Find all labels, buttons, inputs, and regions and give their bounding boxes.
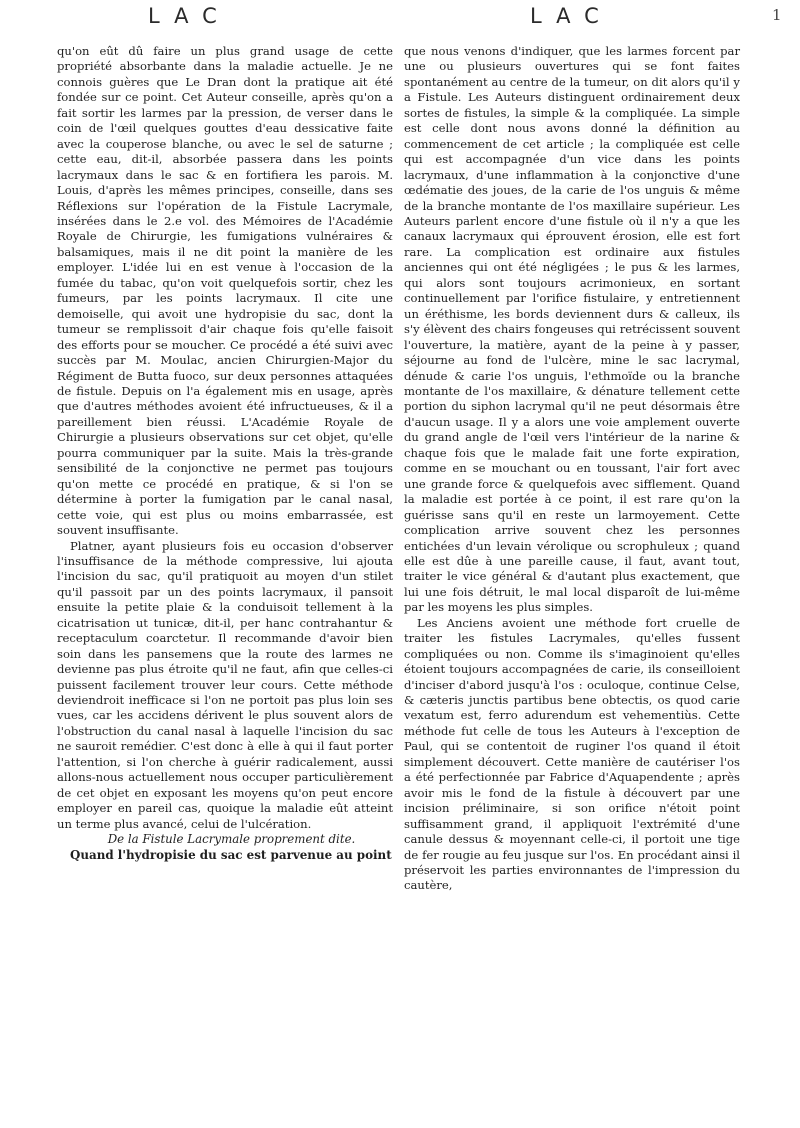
left-closing-line: Quand l'hydropisie du sac est parvenue au point [70,847,392,862]
right-paragraph-1: que nous venons d'indiquer, que les larmes forcent par une ou plusieurs ouvertures qui se font faites spontanément au centre de la tumeur, on dit alors qu'il y a Fistule. Les Auteurs distinguent ordinairement deux sortes de fistules, la simple & la compliquée. La simple est celle dont nous avons donné la définition au commencement de cet article ; la compliquée est celle qui est accompagnée d'un vice dans les points lacrymaux, d'une inflammation à la conjonctive d'une œdématie des joues, de la carie de l'os unguis & même de la branche montante de l'os maxillaire supérieur. Les Auteurs parlent encore d'une fistule où il n'y a que les canaux lacrymaux qui éprouvent érosion, elle est fort rare. La complication est ordinaire aux fistules anciennes qui ont été négligées ; le pus & les larmes, qui alors sont toujours acrimonieux, en sortant continuellement par l'orifice fistulaire, y entretiennent un éréthisme, les bords deviennent durs & calleux, ils s'y élèvent des chairs fongeuses qui retrécissent souvent l'ouverture, la matière, ayant de la peine à y passer, séjourne au fond de l'ulcère, mine le sac lacrymal, dénude & carie l'os unguis, l'ethmoïde ou la branche montante de l'os maxillaire, & dénature tellement cette portion du siphon lacrymal qu'il ne peut désormais être d'aucun usage. Il y a alors une voie amplement ouverte du grand angle de l'œil vers l'intérieur de la narine & chaque fois que le malade fait une forte expiration, comme en se mouchant ou en toussant, l'air fort avec une grande force & quelquefois avec sifflement. Quand la maladie est portée à ce point, il est rare qu'on la guérisse sans qu'il en reste un larmoyement. Cette complication arrive souvent chez les personnes entichées d'un levain vérolique ou scrophuleux ; quand elle est dûe à une pareille cause, il faut, avant tout, traiter le vice général & d'autant plus exactement, que lui une fois détruit, le mal local disparoît de lui-même par les moyens les plus simples. [404,44,740,615]
right-column [404,44,740,894]
section-subheading: De la Fistule Lacrymale proprement dite. [107,832,356,847]
running-header [0,0,800,30]
left-paragraph-1: qu'on eût dû faire un plus grand usage de cette propriété absorbante dans la maladie actuelle. Je ne connois guères que Le Dran dont la pratique ait été fondée sur ce point. Cet Auteur conseille, après qu'on a fait sortir les larmes par la pression, de verser dans le coin de l'œil quelques gouttes d'eau dessicative faite avec la couperose blanche, ou avec le sel de saturne ; cette eau, dit-il, absorbée passera dans les points lacrymaux dans le sac & en fortifiera les parois. M. Louis, d'après les mêmes principes, conseille, dans ses Réflexions sur l'opération de la Fistule Lacrymale, insérées dans le 2.e vol. des Mémoires de l'Académie Royale de Chirurgie, les fumigations vulnéraires & balsamiques, mais il ne dit point la manière de les employer. L'idée lui en est venue à l'occasion de la fumée du tabac, qu'on voit quelquefois sortir, chez les fumeurs, par les points lacrymaux. Il cite une demoiselle, qui avoit une hydropisie du sac, dont la tumeur se remplissoit d'air chaque fois qu'elle faisoit des efforts pour se moucher. Ce procédé a été suivi avec succès par M. Moulac, ancien Chirurgien-Major du Régiment de Butta fuoco, sur deux personnes attaquées de fistule. Depuis on l'a également mis en usage, après que d'autres méthodes avoient été infructueuses, & il a pareillement bien réussi. L'Académie Royale de Chirurgie a plusieurs observations sur cet objet, qu'elle pourra communiquer par la suite. Mais la très-grande sensibilité de la conjonctive ne permet pas toujours qu'on mette ce procédé en pratique, & si l'on se détermine à porter la fumigation par le canal nasal, cette voie, qui est plus ou moins embarrassée, est souvent insuffisante. [57,44,393,538]
running-head-right: LAC [530,4,613,28]
left-column [57,44,393,863]
right-paragraph-2: Les Anciens avoient une méthode fort cruelle de traiter les fistules Lacrymales, qu'elles fussent compliquées ou non. Comme ils s'imaginoient qu'elles étoient toujours accompagnées de carie, ils conseilloient d'inciser d'abord jusqu'à l'os : oculoque, continue Celse, & cæteris junctis partibus bene obtectis, os quod carie vexatum est, ferro adurendum est vehementiùs. Cette méthode fut celle de tous les Auteurs à l'exception de Paul, qui se contentoit de ruginer l'os quand il étoit simplement découvert. Cette manière de cautériser l'os a été perfectionnée par Fabrice d'Aquapendente ; après avoir mis le fond de la fistule à découvert par une incision préliminaire, si son orifice n'étoit point suffisamment grand, il appliquoit l'extrémité d'une canule dessus & moyennant celle-ci, il portoit une tige de fer rougie au feu jusque sur l'os. En procédant ainsi il préservoit les parties environnantes de l'impression du cautère, [404,615,740,893]
running-head-left: LAC [148,4,231,28]
left-paragraph-2: Platner, ayant plusieurs fois eu occasion d'observer l'insuffisance de la méthode compressive, lui ajouta l'incision du sac, qu'il pratiquoit au moyen d'un stilet qu'il passoit par un des points lacrymaux, il pansoit ensuite la petite plaie & la conduisoit tellement à la cicatrisation ut tunicæ, dit-il, per hanc contrahantur & receptaculum coarctetur. Il recommande d'avoir bien soin dans les pansemens que la route des larmes ne devienne pas plus étroite qu'il ne faut, afin que celles-ci puissent facilement trouver leur cours. Cette méthode deviendroit inefficace si l'on ne portoit pas plus loin ses vues, car les accidens dérivent le plus souvent alors de l'obstruction du canal nasal à laquelle l'incision du sac ne sauroit remédier. C'est donc à elle à qui il faut porter l'attention, si l'on cherche à guérir radicalement, aussi allons-nous actuellement nous occuper particulièrement de cet objet en exposant les moyens qu'on peut encore employer en pareil cas, quoique la maladie eût atteint un terme plus avancé, celui de l'ulcération. [57,538,393,831]
page-mark: 1 [772,6,782,24]
